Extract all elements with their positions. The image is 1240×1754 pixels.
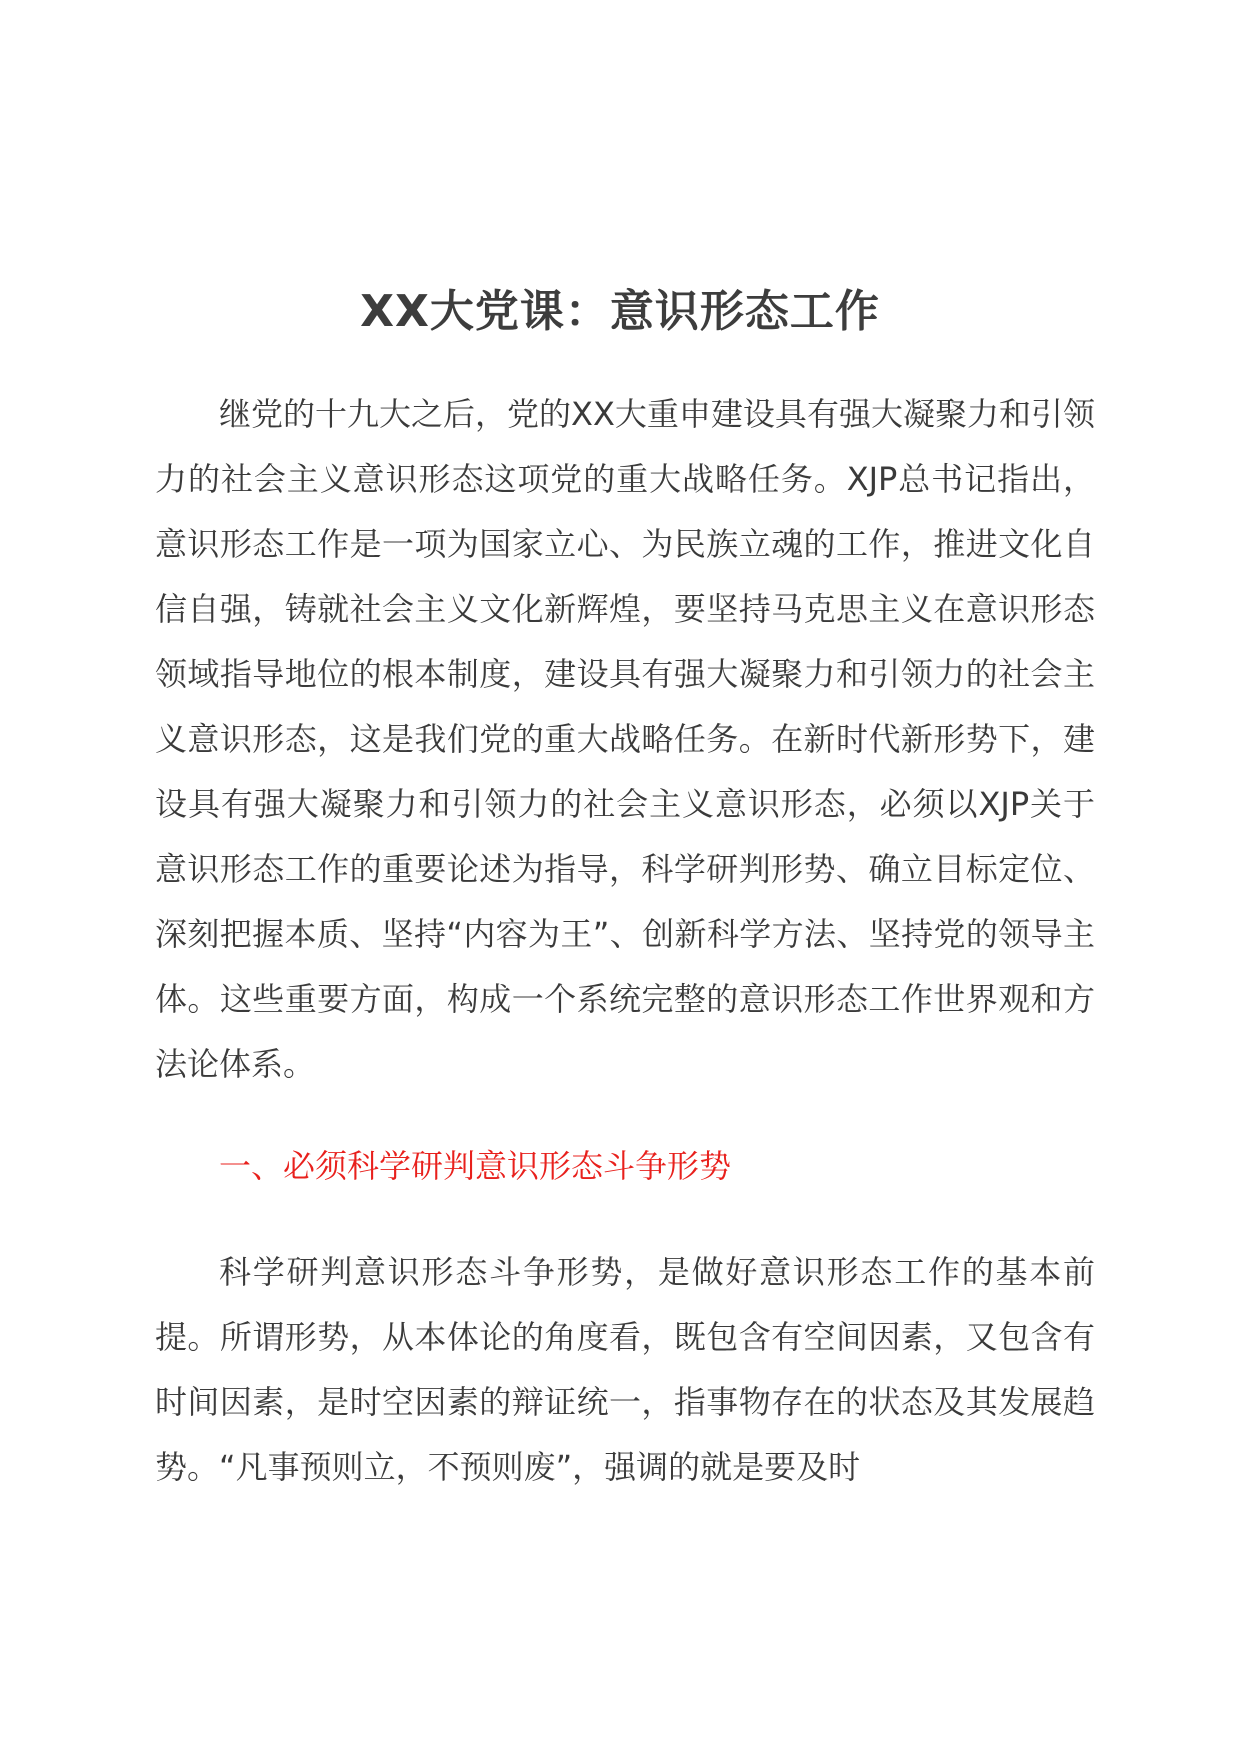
intro-paragraph: 继党的十九大之后，党的XX大重申建设具有强大凝聚力和引领力的社会主义意识形态这项党的重大战略任务。XJP总书记指出，意识形态工作是一项为国家立心、为民族立魂的工作，推进文化自信自强，铸就社会主义文化新辉煌，要坚持马克思主义在意识形态领域指导地位的根本制度，建设具有强大凝聚力和引领力的社会主义意识形态，这是我们党的重大战略任务。在新时代新形势下，建设具有强大凝聚力和引领力的社会主义意识形态，必须以XJP关于意识形态工作的重要论述为指导，科学研判形势、确立目标定位、深刻把握本质、坚持“内容为王”、创新科学方法、坚持党的领导主体。这些重要方面，构成一个系统完整的意识形态工作世界观和方法论体系。	[155, 395, 1095, 1083]
document-title: XX大党课：意识形态工作	[360, 286, 880, 337]
section-paragraph: 科学研判意识形态斗争形势，是做好意识形态工作的基本前提。所谓形势，从本体论的角度看，既包含有空间因素，又包含有时间因素，是时空因素的辩证统一，指事物存在的状态及其发展趋势。“凡事预则立，不预则废”，强调的就是要及时	[155, 1253, 1095, 1486]
section-heading: 一、必须科学研判意识形态斗争形势	[219, 1147, 732, 1185]
